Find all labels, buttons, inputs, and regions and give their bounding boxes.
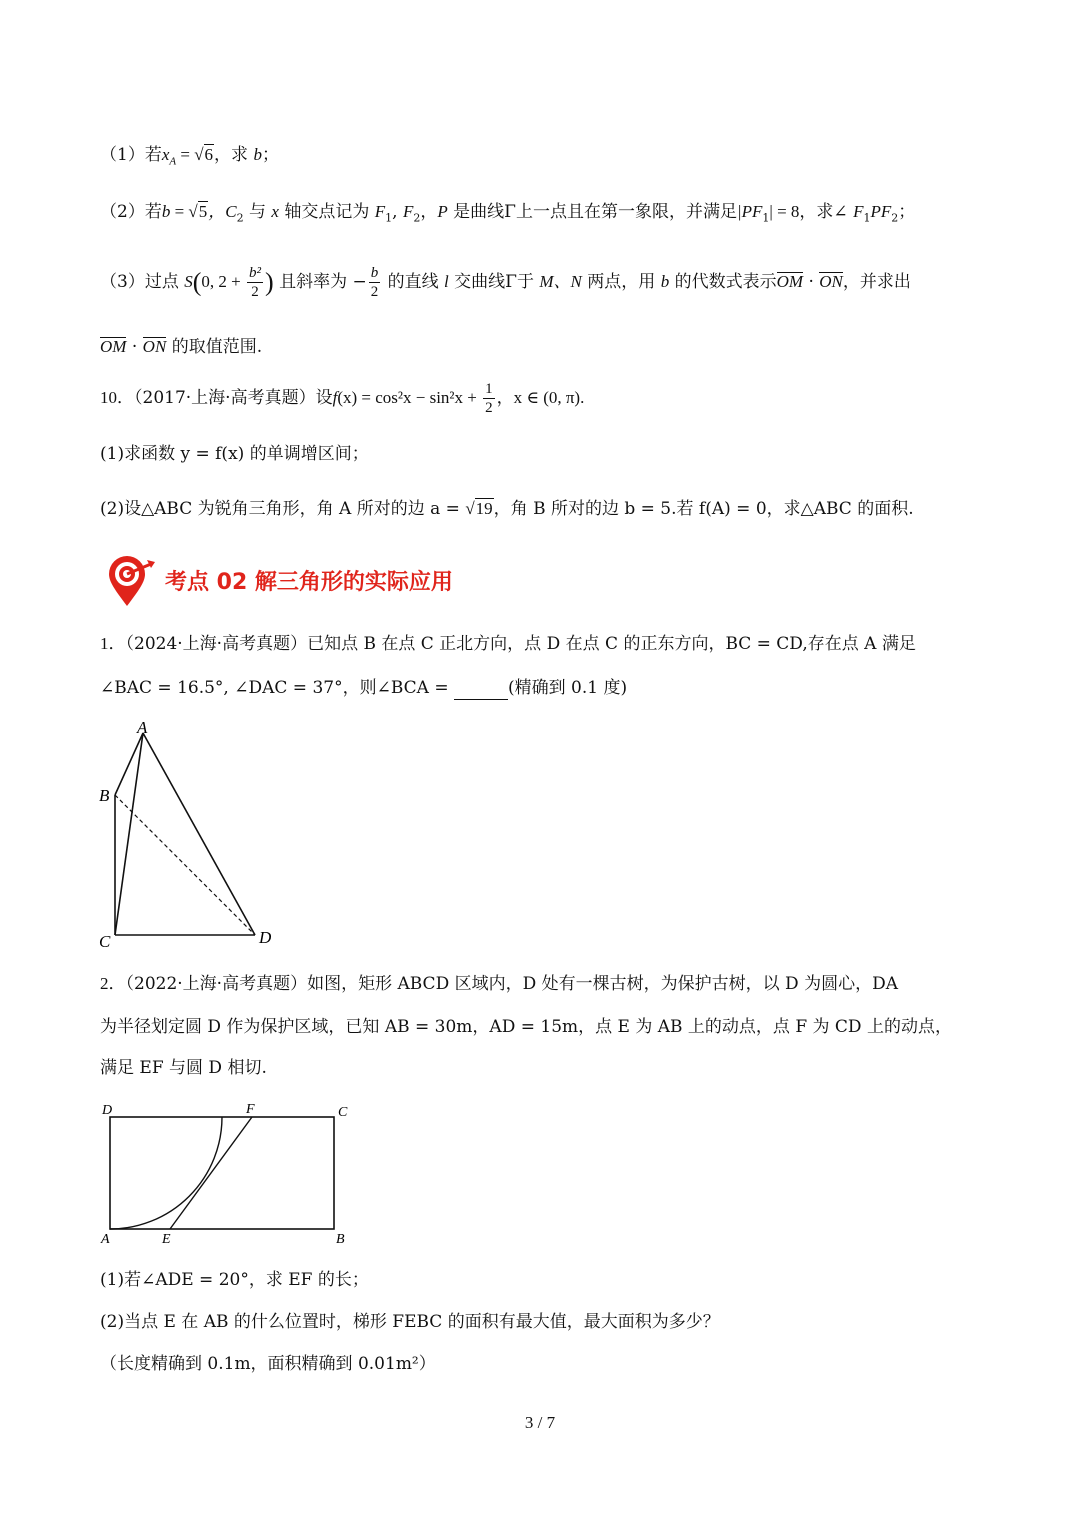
target-pin-icon xyxy=(105,552,157,608)
rectangle-figure xyxy=(98,1100,358,1250)
question2-line3: 满足 EF 与圆 D 相切. xyxy=(100,1058,267,1078)
triangle-figure xyxy=(95,715,295,955)
label-A: A xyxy=(137,718,148,737)
problem10-part1: (1)求函数 y = f(x) 的单调增区间； xyxy=(100,444,369,464)
question2-part1: (1)若∠ADE = 20°，求 EF 的长； xyxy=(100,1270,369,1290)
section-heading xyxy=(105,550,453,610)
question2-part2: (2)当点 E 在 AB 的什么位置时，梯形 FEBC 的面积有最大值，最大面积为多少？ xyxy=(100,1312,720,1332)
label-B: B xyxy=(99,786,110,805)
question2-note: （长度精确到 0.1m，面积精确到 0.01m²） xyxy=(100,1354,436,1374)
label-C: C xyxy=(99,932,111,951)
problem10-part2: (2)设△ABC 为锐角三角形，角 A 所对的边 a = √19，角 B 所对的边 b = 5.若 f(A) = 0，求△ABC 的面积. xyxy=(100,499,914,519)
question1-line1: 1．（2024·上海·高考真题）已知点 B 在点 C 正北方向，点 D 在点 C 的正东方向，BC = CD,存在点 A 满足 xyxy=(100,634,916,654)
problem9-part2: （2）若b = √5，$C_2$ 与 x 轴交点记为 $F_1$, $F_2$，P 是曲线Γ上一点且在第一象限，并满足$|PF_1| = 8$，求∠ $F_1PF_2$； xyxy=(100,202,916,225)
question1-line2: ∠BAC = 16.5°, ∠DAC = 37°，则∠BCA = (精确到 0.1 度) xyxy=(100,678,628,698)
question2-line2: 为半径划定圆 D 作为保护区域，已知 AB = 30m，AD = 15m，点 E 为 AB 上的动点，点 F 为 CD 上的动点， xyxy=(100,1017,952,1037)
problem9-part3: （3）过点 S(0, 2 + $\frac{\text{b²}}{2}$ ) 且斜率为 − $\frac{b}{2}$ 的直线 l 交曲线Γ于 M、N 两点，用 b 的代数式表示OM · ON，并求出 xyxy=(100,265,911,300)
page-number: 3 / 7 xyxy=(524,1413,556,1432)
label-D: D xyxy=(259,928,272,947)
answer-blank xyxy=(454,681,508,700)
question2-line1: 2．（2022·上海·高考真题）如图，矩形 ABCD 区域内，D 处有一棵古树，为保护古树，以 D 为圆心，DA xyxy=(100,974,898,994)
label-E: E xyxy=(162,1232,171,1247)
label-A: A xyxy=(101,1232,110,1247)
label-B: B xyxy=(336,1232,345,1247)
label-D: D xyxy=(102,1103,113,1118)
problem9-part1: （1）若$x_A = √6$，求 b； xyxy=(100,145,279,168)
section-title: 考点 02 解三角形的实际应用 xyxy=(165,569,453,595)
problem10-stem: 10．（2017·上海·高考真题）设f(x) = cos²x − sin²x + $\frac{1}{2}$ ，x ∈ (0, π). xyxy=(100,381,585,416)
label-F: F xyxy=(246,1102,255,1117)
problem9-part3-line2: OM · ON 的取值范围. xyxy=(100,337,263,357)
label-C: C xyxy=(338,1105,348,1120)
